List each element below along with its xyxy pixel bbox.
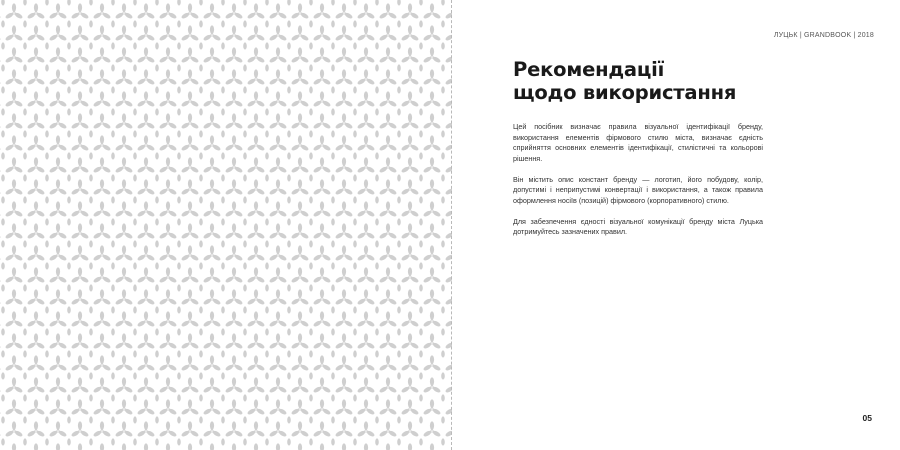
page-number: 05 — [862, 413, 872, 423]
page-title — [513, 58, 736, 104]
body-paragraph: Він містить опис констант бренду — логотип, його побудову, колір, допустимі і неприпустимі конвертації і використання, а також правила оформлення носіїв (позицій) фірмового (корпоративного) стилю. — [513, 174, 763, 205]
page-title-line-2: щодо використання — [513, 81, 737, 104]
running-header: ЛУЦЬК | GRANDBOOK | 2018 — [773, 32, 874, 39]
text-page — [452, 0, 900, 450]
body-paragraph: Для забезпечення єдності візуальної комунікації бренду міста Луцька дотримуйтесь зазначених правил. — [513, 216, 763, 236]
body-paragraph: Цей посібник визначає правила візуальної ідентифікації бренду, використання елементів фірмового стилю міста, визначає єдність сприйняття основних елементів ідентифікації, стилістичні та кольорові рішення. — [513, 122, 763, 163]
body-text — [513, 122, 763, 248]
page-title-line-1: Рекомендації — [513, 58, 665, 81]
